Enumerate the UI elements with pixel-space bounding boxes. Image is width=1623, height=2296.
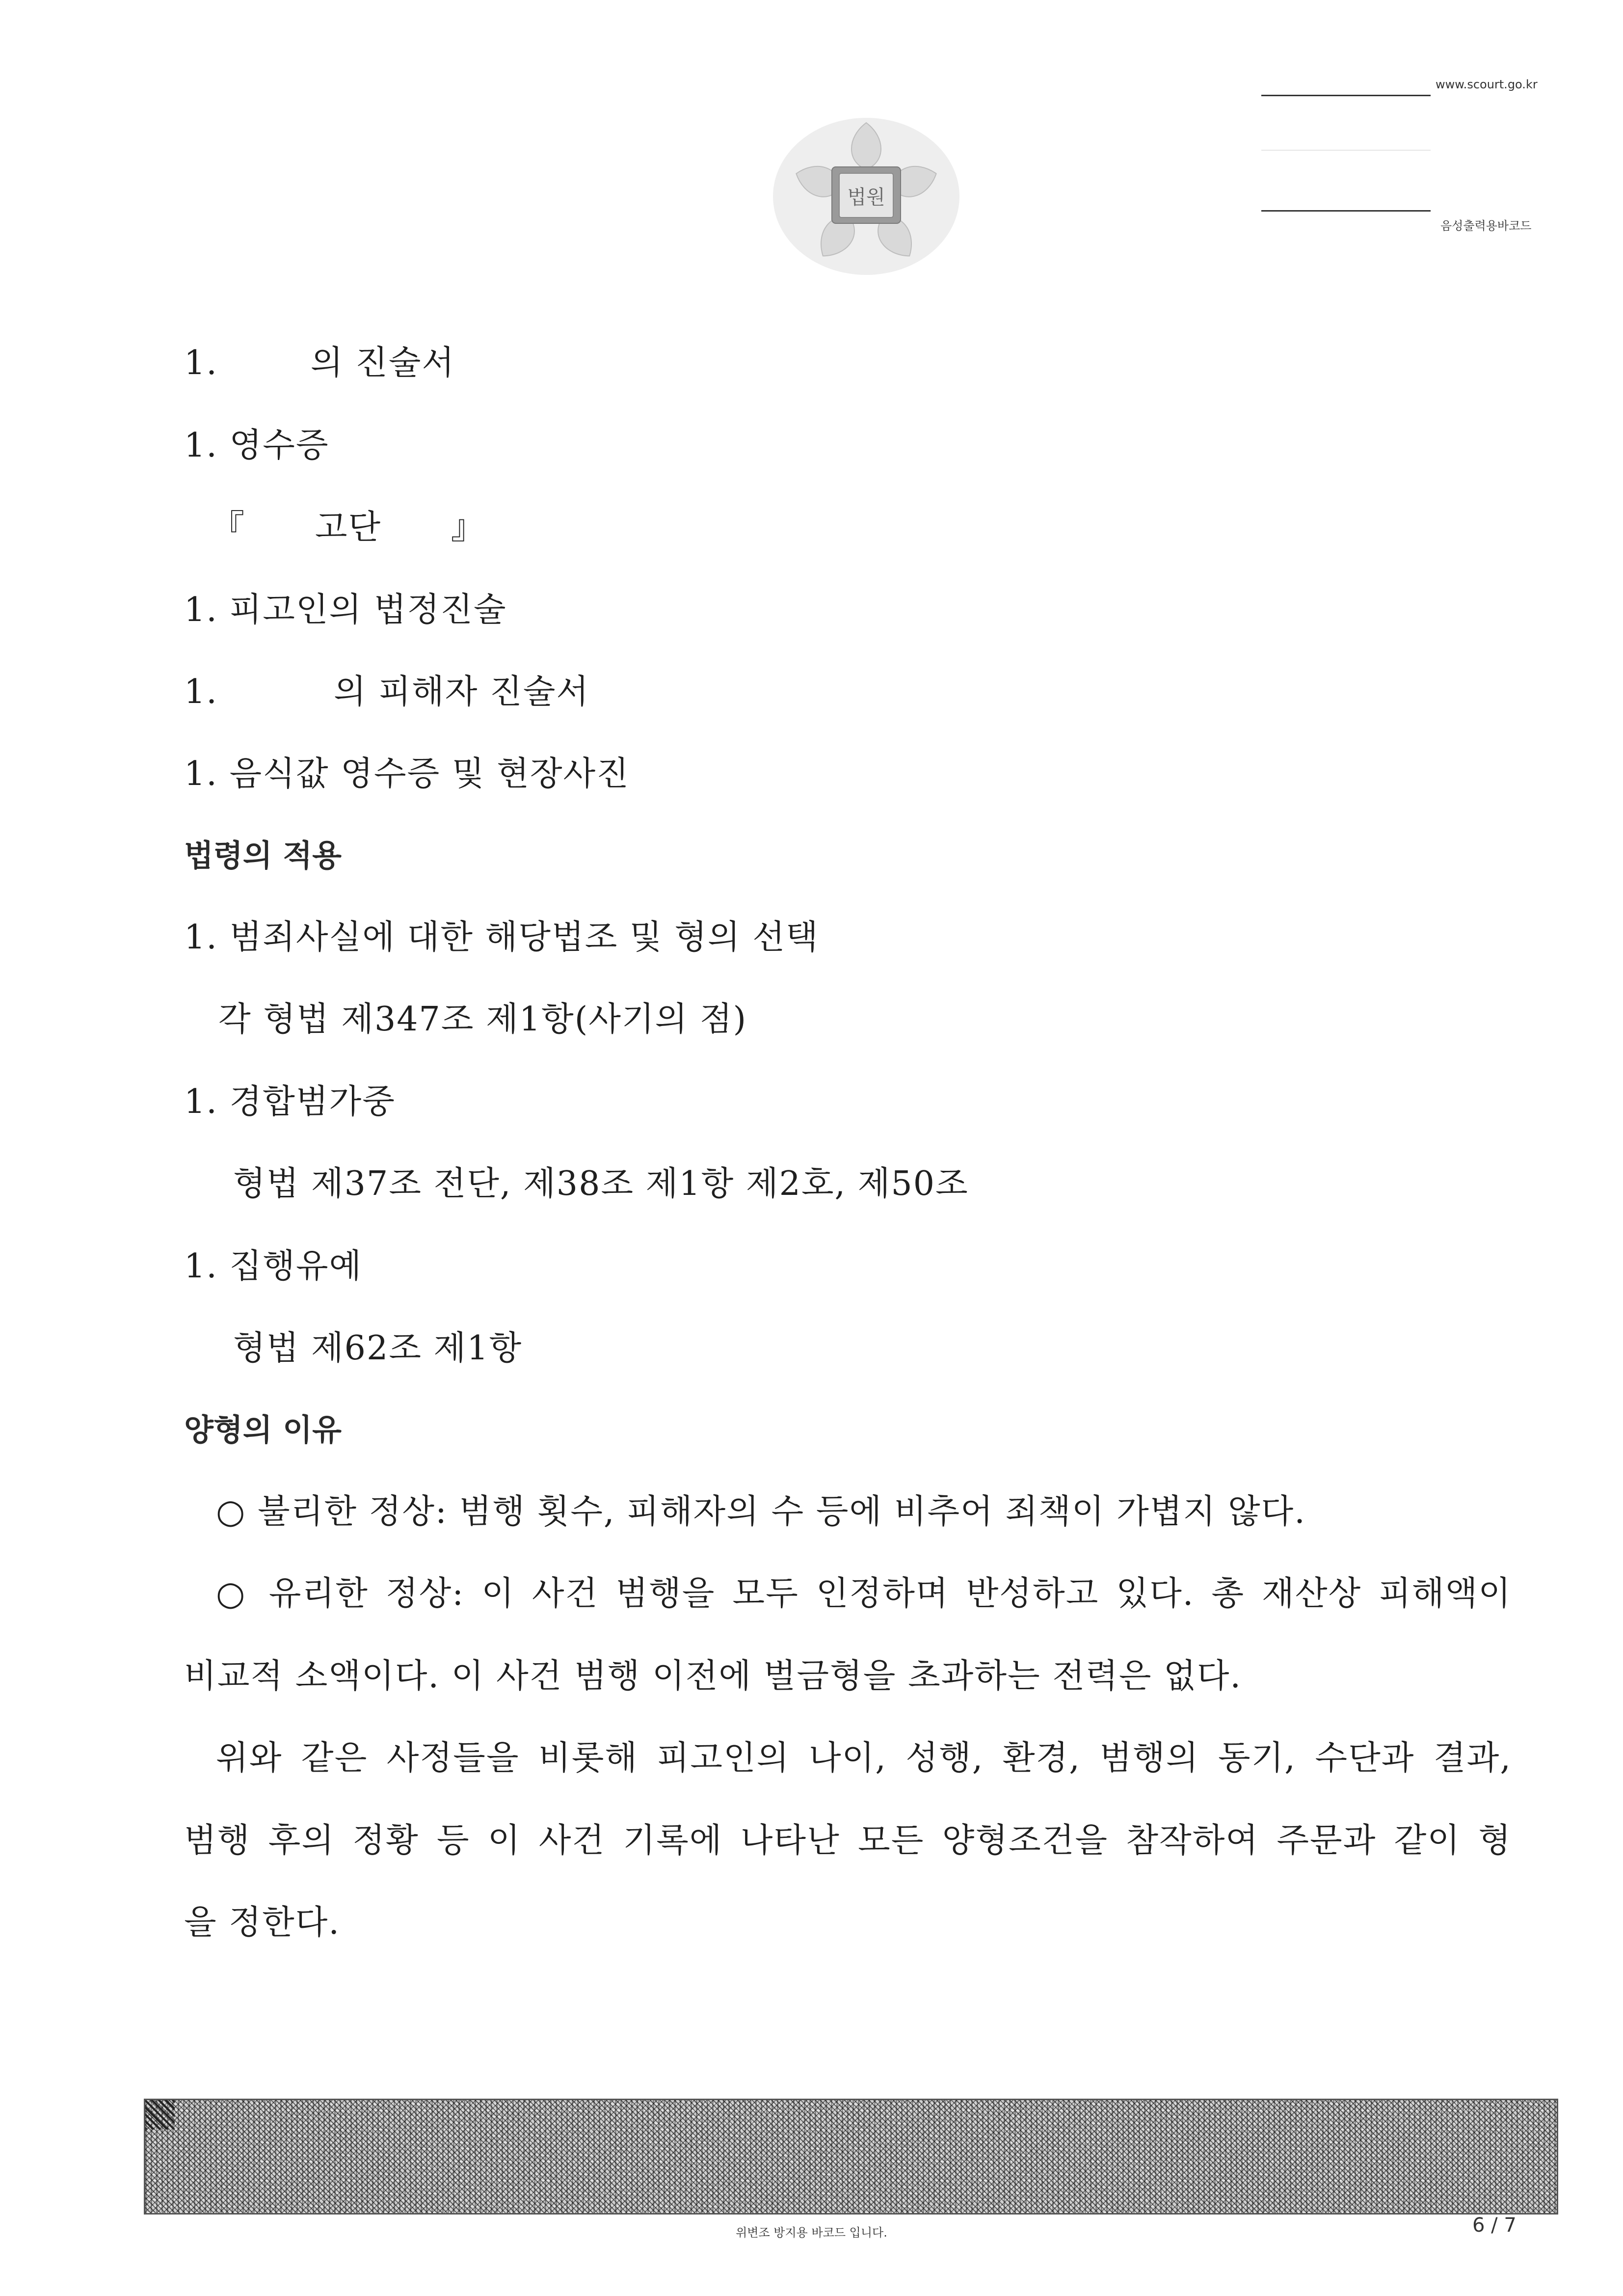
sentencing-section-heading: 양형의 이유 — [184, 1412, 342, 1448]
conclusion-line-2: 범행 후의 정황 등 이 사건 기록에 나타난 모든 양형조건을 참작하여 주문과 같이 형 — [184, 1821, 1512, 1860]
conclusion-line-3: 을 정한다. — [184, 1903, 340, 1942]
evidence-line-1: 1. 의 진술서 — [184, 344, 455, 382]
evidence-line-3: 1. 피고인의 법정진술 — [184, 591, 507, 629]
law-item-3: 1. 집행유예 — [184, 1247, 363, 1286]
header-rule-top — [1261, 95, 1431, 96]
anti-forgery-barcode — [144, 2099, 1558, 2215]
law-item-1-detail: 각 형법 제347조 제1항(사기의 점) — [218, 1000, 747, 1039]
seal-lettering: 법원 — [847, 186, 885, 209]
barcode-caption: 위변조 방지용 바코드 입니다. — [736, 2226, 887, 2240]
favorable-circumstances-line-1: ○ 유리한 정상: 이 사건 범행을 모두 인정하며 반성하고 있다. 총 재산상 피해액이 — [216, 1574, 1512, 1613]
header-faint-rule — [1261, 150, 1431, 151]
law-item-2-detail: 형법 제37조 전단, 제38조 제1항 제2호, 제50조 — [233, 1164, 969, 1203]
page-number: 6 / 7 — [1472, 2214, 1517, 2237]
evidence-line-4: 1. 의 피해자 진술서 — [184, 673, 590, 711]
court-seal-logo — [768, 110, 964, 277]
conclusion-line-1: 위와 같은 사정들을 비롯해 피고인의 나이, 성행, 환경, 범행의 동기, 수단과 결과, — [216, 1739, 1512, 1778]
evidence-line-5: 1. 음식값 영수증 및 현장사진 — [184, 755, 630, 793]
audio-barcode-label: 음성출력용바코드 — [1440, 219, 1532, 233]
evidence-line-2: 1. 영수증 — [184, 426, 329, 465]
law-section-heading: 법령의 적용 — [184, 837, 342, 873]
unfavorable-circumstances: ○ 불리한 정상: 범행 횟수, 피해자의 수 등에 비추어 죄책이 가볍지 않다. — [216, 1492, 1306, 1531]
website-url: www.scourt.go.kr — [1436, 78, 1538, 91]
law-item-1: 1. 범죄사실에 대한 해당법조 및 형의 선택 — [184, 918, 819, 957]
law-item-2: 1. 경합범가중 — [184, 1082, 396, 1121]
favorable-circumstances-line-2: 비교적 소액이다. 이 사건 범행 이전에 벌금형을 초과하는 전력은 없다. — [184, 1657, 1242, 1696]
evidence-case-ref: 『 고단 』 — [211, 508, 485, 547]
barcode-corner-mark — [145, 2100, 175, 2130]
law-item-3-detail: 형법 제62조 제1항 — [233, 1329, 523, 1368]
header-rule-bottom — [1261, 210, 1431, 212]
